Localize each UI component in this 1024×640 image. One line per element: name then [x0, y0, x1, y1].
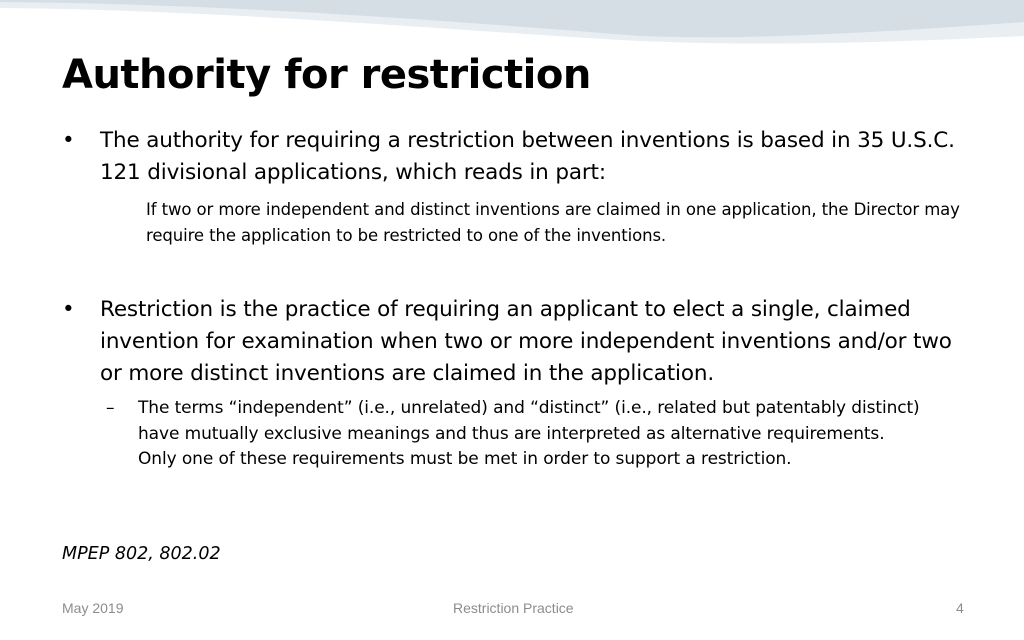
bullet-text: The authority for requiring a restriction between inventions is based in 35 U.S.C. 121 divisional applications, which reads in part: [100, 128, 955, 185]
sub-bullet-text: The terms “independent” (i.e., unrelated) and “distinct” (i.e., related but patentably distinct) have mutually exclusive meanings and thus are interpreted as alternative requirements. Only one of these requirements must be met in order to support a restriction. [138, 398, 920, 469]
statute-quote: If two or more independent and distinct inventions are claimed in one application, the Director may require the application to be restricted to one of the inventions. [146, 200, 960, 245]
bullet-item [62, 294, 967, 390]
sub-bullet-marker: – [106, 398, 115, 418]
slide-title: Authority for restriction [62, 52, 591, 98]
page-number: 4 [956, 600, 964, 616]
bullet-marker: • [62, 128, 75, 153]
sub-bullet-item [106, 396, 926, 473]
footer-date: May 2019 [62, 600, 124, 616]
footer-title: Restriction Practice [453, 600, 574, 616]
bullet-text: Restriction is the practice of requiring an applicant to elect a single, claimed invention for examination when two or more independent inventions and/or two or more distinct inventions are claimed in the application. [100, 297, 952, 386]
header-decorative-band [0, 0, 1024, 48]
bullet-marker: • [62, 297, 75, 322]
citation: MPEP 802, 802.02 [62, 544, 221, 564]
bullet-item [62, 125, 967, 189]
